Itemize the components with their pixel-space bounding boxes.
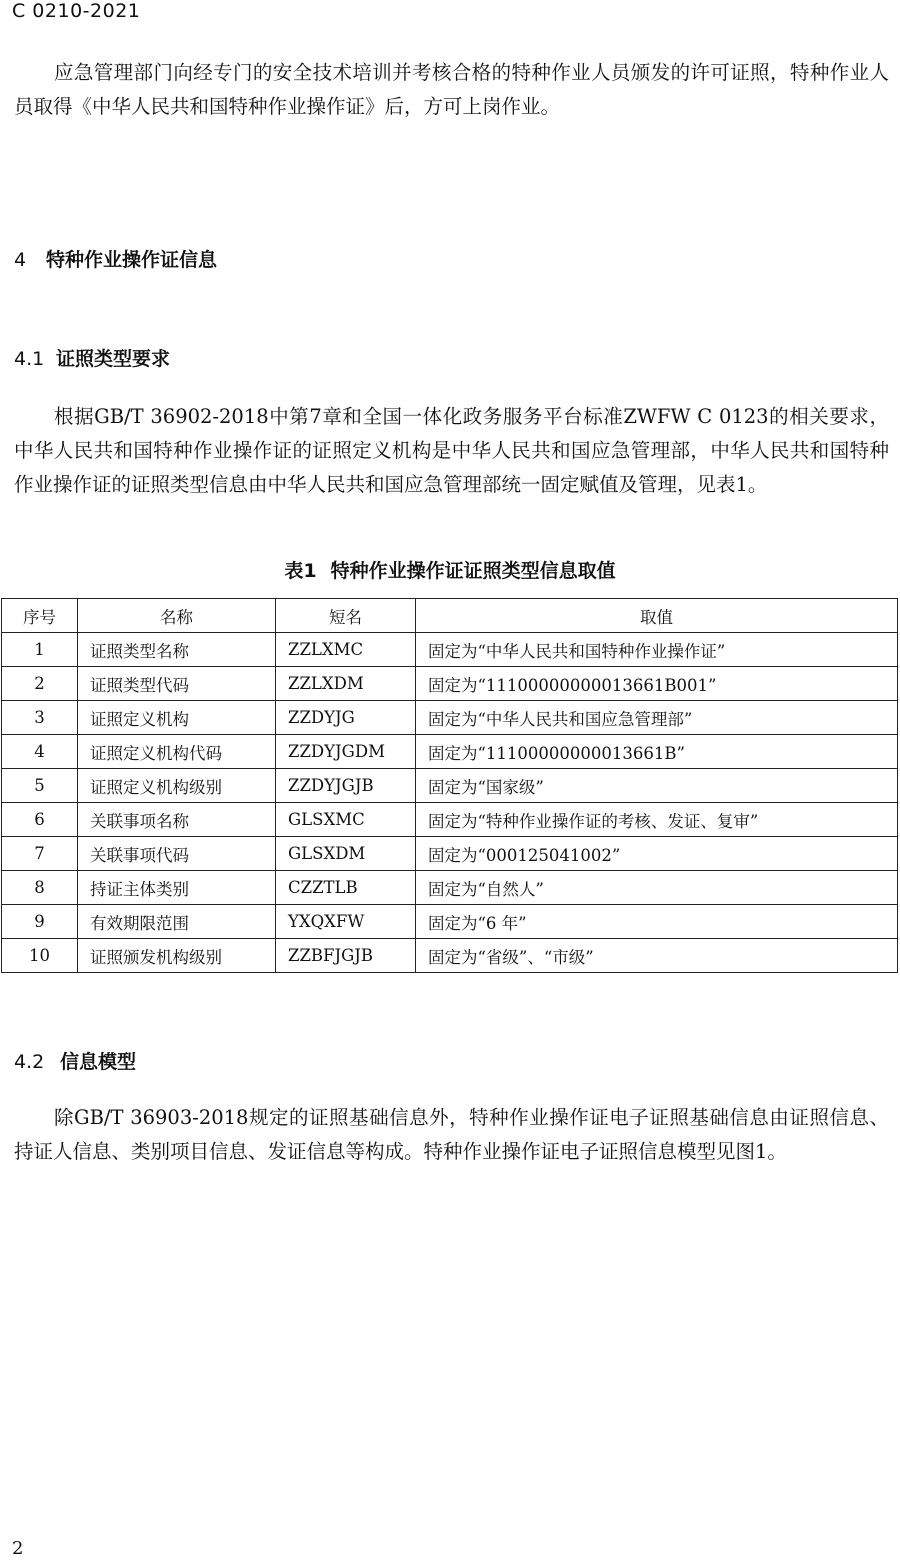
cell-value: 固定为“特种作业操作证的考核、发证、复审” [416, 803, 898, 837]
table-row [2, 871, 898, 905]
header-short-name: 短名 [276, 599, 416, 633]
cell-value: 固定为“11100000000013661B001” [416, 667, 898, 701]
cell-value: 固定为“中华人民共和国特种作业操作证” [416, 633, 898, 667]
cell-short-name: GLSXDM [276, 837, 416, 871]
cell-value: 固定为“省级”、“市级” [416, 939, 898, 973]
table-row [2, 837, 898, 871]
section-title: 特种作业操作证信息 [46, 249, 218, 271]
header-value: 取值 [416, 599, 898, 633]
table-row [2, 939, 898, 973]
table-row [2, 735, 898, 769]
table-row [2, 769, 898, 803]
cell-name: 持证主体类别 [78, 871, 276, 905]
cell-serial: 6 [2, 803, 78, 837]
cell-serial: 4 [2, 735, 78, 769]
cell-value: 固定为“11100000000013661B” [416, 735, 898, 769]
cell-name: 证照定义机构级别 [78, 769, 276, 803]
table-caption-title: 特种作业操作证证照类型信息取值 [330, 560, 616, 582]
section-title: 证照类型要求 [56, 348, 171, 370]
intro-paragraph [14, 56, 889, 124]
table-row [2, 905, 898, 939]
intro-text: 应急管理部门向经专门的安全技术培训并考核合格的特种作业人员颁发的许可证照，特种作业人员取得《中华人民共和国特种作业操作证》后，方可上岗作业。 [14, 61, 889, 118]
table-caption [0, 556, 900, 583]
cell-serial: 9 [2, 905, 78, 939]
section-4-2-heading [14, 1047, 136, 1074]
cell-value: 固定为“自然人” [416, 871, 898, 905]
table-row [2, 803, 898, 837]
table-caption-label: 表1 [284, 560, 317, 582]
section-4-heading [14, 245, 217, 272]
cell-value: 固定为“中华人民共和国应急管理部” [416, 701, 898, 735]
paragraph-text: 根据GB/T 36902-2018中第7章和全国一体化政务服务平台标准ZWFW C 0123的相关要求，中华人民共和国特种作业操作证的证照定义机构是中华人民共和国应急管理部，中华人民共和国特种作业操作证的证照类型信息由中华人民共和国应急管理部统一固定赋值及管理，见表1。 [14, 405, 889, 496]
section-number: 4.2 [14, 1051, 45, 1073]
license-type-table [1, 598, 898, 973]
section-4-1-heading [14, 344, 170, 371]
cell-value: 固定为“国家级” [416, 769, 898, 803]
cell-name: 证照类型名称 [78, 633, 276, 667]
section-title: 信息模型 [60, 1051, 137, 1073]
cell-value: 固定为“6 年” [416, 905, 898, 939]
cell-short-name: ZZLXMC [276, 633, 416, 667]
table-row [2, 701, 898, 735]
header-serial: 序号 [2, 599, 78, 633]
cell-value: 固定为“000125041002” [416, 837, 898, 871]
cell-serial: 5 [2, 769, 78, 803]
table-row [2, 633, 898, 667]
paragraph-text: 除GB/T 36903-2018规定的证照基础信息外，特种作业操作证电子证照基础信息由证照信息、持证人信息、类别项目信息、发证信息等构成。特种作业操作证电子证照信息模型见图1。 [14, 1106, 889, 1163]
section-number: 4 [14, 249, 27, 271]
cell-serial: 1 [2, 633, 78, 667]
section-4-2-paragraph [14, 1101, 889, 1169]
section-4-1-paragraph [14, 400, 889, 502]
table-row [2, 667, 898, 701]
cell-short-name: ZZBFJGJB [276, 939, 416, 973]
cell-name: 证照类型代码 [78, 667, 276, 701]
document-code: C 0210-2021 [12, 0, 141, 22]
page-number: 2 [12, 1538, 24, 1559]
cell-short-name: YXQXFW [276, 905, 416, 939]
cell-serial: 3 [2, 701, 78, 735]
cell-name: 证照定义机构 [78, 701, 276, 735]
cell-name: 证照定义机构代码 [78, 735, 276, 769]
cell-short-name: GLSXMC [276, 803, 416, 837]
cell-serial: 10 [2, 939, 78, 973]
cell-serial: 7 [2, 837, 78, 871]
cell-short-name: ZZLXDM [276, 667, 416, 701]
cell-short-name: ZZDYJGDM [276, 735, 416, 769]
cell-short-name: ZZDYJG [276, 701, 416, 735]
cell-serial: 2 [2, 667, 78, 701]
cell-short-name: CZZTLB [276, 871, 416, 905]
header-name: 名称 [78, 599, 276, 633]
cell-name: 证照颁发机构级别 [78, 939, 276, 973]
table-header-row [2, 599, 898, 633]
cell-name: 有效期限范围 [78, 905, 276, 939]
cell-short-name: ZZDYJGJB [276, 769, 416, 803]
cell-name: 关联事项名称 [78, 803, 276, 837]
section-number: 4.1 [14, 348, 45, 370]
cell-serial: 8 [2, 871, 78, 905]
cell-name: 关联事项代码 [78, 837, 276, 871]
